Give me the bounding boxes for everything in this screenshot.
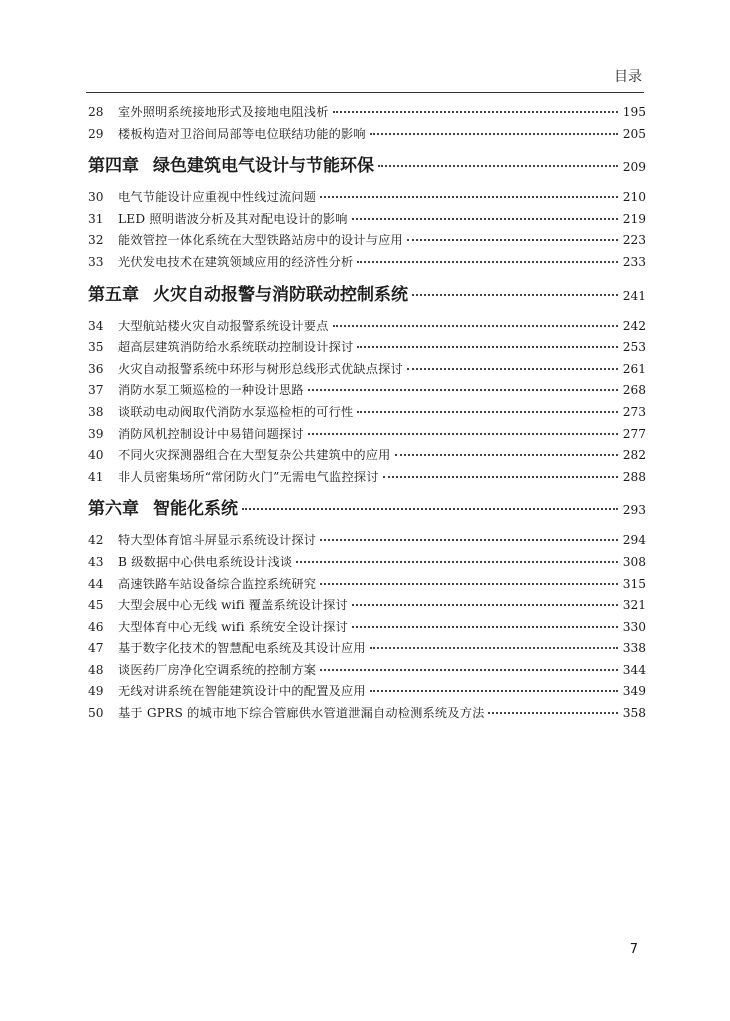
dot-leader	[320, 582, 618, 585]
entry-title: 特大型体育馆斗屏显示系统设计探讨	[118, 533, 317, 548]
entry-page: 261	[622, 361, 646, 376]
entry-page: 349	[622, 684, 646, 699]
entry-number: 29	[88, 126, 104, 141]
chapter-page: 293	[622, 503, 646, 518]
entry-number: 35	[88, 340, 104, 355]
entry-page: 330	[622, 619, 646, 634]
entry-number: 34	[88, 318, 104, 333]
toc-entry[interactable]	[88, 252, 646, 274]
entry-number: 40	[88, 448, 104, 463]
dot-leader	[333, 324, 618, 327]
entry-title: 基于数字化技术的智慧配电系统及其设计应用	[118, 641, 366, 656]
entry-number: 49	[88, 684, 104, 699]
entry-page: 321	[622, 598, 646, 613]
dot-leader	[407, 367, 618, 370]
dot-leader	[242, 507, 618, 510]
dot-leader	[308, 432, 618, 435]
entry-number: 32	[88, 233, 104, 248]
dot-leader	[407, 238, 618, 241]
chapter-label: 第四章	[88, 156, 139, 177]
entry-page: 282	[622, 448, 646, 463]
toc-entry[interactable]	[88, 359, 646, 381]
toc-entry[interactable]	[88, 402, 646, 424]
running-header-title: 目录	[614, 69, 642, 85]
entry-number: 50	[88, 706, 104, 721]
entry-page: 294	[622, 533, 646, 548]
entry-title: 火灾自动报警系统中环形与树形总线形式优缺点探讨	[118, 361, 403, 376]
toc-entry[interactable]	[88, 209, 646, 231]
entry-title: 谈联动电动阀取代消防水泵巡检柜的可行性	[118, 404, 354, 419]
entry-title: 消防水泵工频巡检的一种设计思路	[118, 383, 304, 398]
entry-title: 室外照明系统接地形式及接地电阻浅析	[118, 105, 329, 119]
toc-entry[interactable]	[88, 380, 646, 402]
chapter-label: 第六章	[88, 499, 139, 520]
dot-leader	[320, 668, 618, 671]
dot-leader	[333, 110, 618, 113]
entry-number: 31	[88, 211, 104, 226]
toc-entry[interactable]	[88, 230, 646, 252]
toc-entry[interactable]	[88, 703, 646, 725]
entry-title: 基于 GPRS 的城市地下综合管廊供水管道泄漏自动检测系统及方法	[118, 706, 485, 721]
toc-entry[interactable]	[88, 337, 646, 359]
entry-page: 210	[622, 190, 646, 205]
entry-page: 308	[622, 554, 646, 569]
entry-title: 能效管控一体化系统在大型铁路站房中的设计与应用	[118, 233, 403, 248]
entry-page: 233	[622, 254, 646, 269]
dot-leader	[352, 217, 618, 220]
dot-leader	[352, 603, 618, 606]
dot-leader	[412, 293, 618, 296]
toc-entry[interactable]	[88, 424, 646, 446]
toc-entry[interactable]	[88, 681, 646, 703]
dot-leader	[352, 625, 618, 628]
entry-title: 高速铁路车站设备综合监控系统研究	[118, 576, 317, 591]
entry-title: 不同火灾探测器组合在大型复杂公共建筑中的应用	[118, 448, 391, 463]
toc-entry[interactable]	[88, 530, 646, 552]
entry-page: 344	[622, 662, 646, 677]
dot-leader	[370, 646, 618, 649]
chapter-heading-6[interactable]	[88, 488, 646, 530]
entry-title: 电气节能设计应重视中性线过流问题	[118, 190, 317, 205]
toc-entry[interactable]	[88, 124, 646, 146]
toc-entry[interactable]	[88, 638, 646, 660]
toc-entry[interactable]	[88, 574, 646, 596]
header-rule	[86, 92, 644, 93]
entry-number: 38	[88, 404, 104, 419]
entry-number: 45	[88, 598, 104, 613]
dot-leader	[320, 195, 618, 198]
entry-title: 谈医药厂房净化空调系统的控制方案	[118, 662, 317, 677]
toc-entry[interactable]	[88, 617, 646, 639]
toc-entry[interactable]	[88, 467, 646, 489]
toc-entry[interactable]	[88, 595, 646, 617]
dot-leader	[296, 560, 618, 563]
entry-title: 非人员密集场所“常闭防火门”无需电气监控探讨	[118, 469, 379, 484]
dot-leader	[383, 475, 618, 478]
entry-title: 楼板构造对卫浴间局部等电位联结功能的影响	[118, 126, 366, 141]
entry-page: 219	[622, 211, 646, 226]
chapter-page: 241	[622, 288, 646, 303]
chapter-heading-4[interactable]	[88, 145, 646, 187]
chapter-page: 209	[622, 160, 646, 175]
dot-leader	[378, 164, 618, 167]
entry-page: 338	[622, 641, 646, 656]
page-number: 7	[629, 942, 638, 957]
entry-number: 46	[88, 619, 104, 634]
entry-page: 253	[622, 340, 646, 355]
dot-leader	[357, 260, 618, 263]
entry-page: 358	[622, 706, 646, 721]
entry-page: 273	[622, 404, 646, 419]
dot-leader	[370, 132, 618, 135]
chapter-title: 绿色建筑电气设计与节能环保	[153, 156, 374, 177]
dot-leader	[308, 388, 618, 391]
entry-number: 48	[88, 662, 104, 677]
entry-title: 超高层建筑消防给水系统联动控制设计探讨	[118, 340, 354, 355]
dot-leader	[320, 538, 618, 541]
entry-number: 41	[88, 469, 104, 484]
entry-title: 无线对讲系统在智能建筑设计中的配置及应用	[118, 684, 366, 699]
entry-title: 大型航站楼火灾自动报警系统设计要点	[118, 318, 329, 333]
entry-number: 43	[88, 554, 104, 569]
entry-title: 大型会展中心无线 wifi 覆盖系统设计探讨	[118, 598, 348, 613]
chapter-heading-5[interactable]	[88, 274, 646, 316]
toc-entry[interactable]	[88, 102, 646, 124]
entry-page: 315	[622, 576, 646, 591]
toc-entry[interactable]	[88, 187, 646, 209]
entry-number: 36	[88, 361, 104, 376]
entry-title: 消防风机控制设计中易错问题探讨	[118, 426, 304, 441]
entry-number: 37	[88, 383, 104, 398]
dot-leader	[488, 711, 618, 714]
dot-leader	[357, 345, 618, 348]
toc-entry[interactable]	[88, 445, 646, 467]
entry-number: 30	[88, 190, 104, 205]
entry-page: 277	[622, 426, 646, 441]
table-of-contents	[88, 102, 646, 725]
entry-page: 268	[622, 383, 646, 398]
entry-number: 47	[88, 641, 104, 656]
entry-number: 39	[88, 426, 104, 441]
entry-title: 大型体育中心无线 wifi 系统安全设计探讨	[118, 619, 348, 634]
entry-page: 223	[622, 233, 646, 248]
entry-page: 288	[622, 469, 646, 484]
dot-leader	[370, 689, 618, 692]
dot-leader	[395, 453, 618, 456]
toc-entry[interactable]	[88, 660, 646, 682]
chapter-title: 智能化系统	[153, 499, 238, 520]
entry-title: B 级数据中心供电系统设计浅谈	[118, 554, 293, 569]
chapter-label: 第五章	[88, 284, 139, 305]
toc-entry[interactable]	[88, 316, 646, 338]
entry-number: 42	[88, 533, 104, 548]
entry-number: 28	[88, 105, 104, 119]
entry-number: 33	[88, 254, 104, 269]
entry-title: 光伏发电技术在建筑领域应用的经济性分析	[118, 254, 354, 269]
dot-leader	[357, 410, 618, 413]
entry-page: 205	[622, 126, 646, 141]
entry-page: 242	[622, 318, 646, 333]
entry-number: 44	[88, 576, 104, 591]
toc-entry[interactable]	[88, 552, 646, 574]
entry-title: LED 照明谐波分析及其对配电设计的影响	[118, 211, 348, 226]
entry-page: 195	[622, 105, 646, 119]
chapter-title: 火灾自动报警与消防联动控制系统	[153, 284, 408, 305]
